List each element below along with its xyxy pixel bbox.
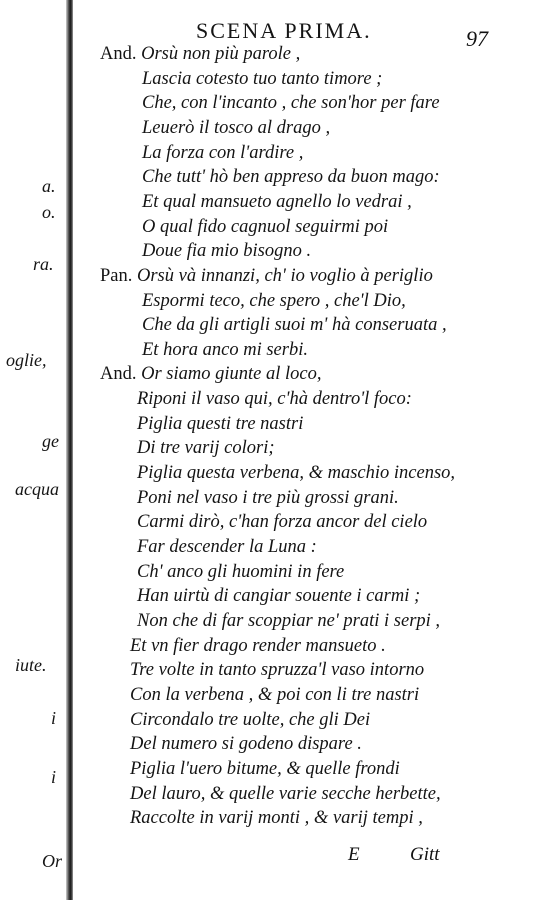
verse-line [142,340,308,361]
line-text: Far descender la Luna : [137,537,317,557]
fragment-text: i [51,708,57,728]
verse-line [137,438,275,459]
line-text: Doue fia mio bisogno . [142,241,312,262]
line-text: Del numero si godeno dispare . [130,734,362,755]
verse-line [100,266,433,287]
line-text: Riponi il vaso qui, c'hà dentro'l foco: [137,389,412,410]
verse-line [142,192,412,213]
fragment-text: ra. [33,254,54,274]
verse-line [130,759,400,780]
fragment-text: acqua [15,479,59,499]
fragment-text: i [51,767,57,787]
line-text: Orsù non più parole , [141,44,301,64]
speaker-name: And. [100,364,137,385]
fragment-text: oglie, [6,350,47,370]
line-text: La forza con l'ardire , [142,142,304,163]
catchword: Gitt [410,844,440,865]
verse-line [130,636,386,657]
verse-line [142,143,303,164]
book-gutter [66,0,73,900]
scene-header: SCENA PRIMA. [196,18,372,43]
line-text: Lascia cotesto tuo tanto timore ; [142,68,383,89]
line-text: Piglia l'uero bitume, & quelle frondi [130,758,400,779]
fragment-text: ge [42,431,59,451]
verse-line [142,118,330,139]
verse-line [142,167,440,188]
line-text: Piglia questi tre nastri [137,413,304,434]
line-text: Con la verbena , & poi con li tre nastri [130,684,420,705]
verse-line [137,389,412,410]
line-text: Di tre varij colori; [137,438,275,459]
line-text: Che da gli artigli suoi m' hà conseruata , [142,315,447,336]
line-text: Ch' anco gli huomini in fere [137,561,345,582]
line-text: O qual fido cagnuol seguirmi poi [142,216,389,237]
verse-line [137,562,344,583]
verse-line [137,586,420,607]
facing-page-fragment [0,0,62,900]
verse-line [137,463,455,484]
fragment-text: o. [42,202,56,222]
line-text: Espormi teco, che spero , che'l Dio, [142,290,406,311]
line-text: Tre volte in tanto spruzza'l vaso intorno [130,660,425,681]
verse-line [130,685,419,706]
verse-line [130,734,362,755]
verse-line [137,488,399,509]
line-text: Et vn fier drago render mansueto . [130,635,386,656]
line-text: Carmi dirò, c'han forza ancor del cielo [137,512,428,533]
verse-line [130,660,424,681]
verse-line [130,808,423,829]
line-text: Orsù và innanzi, ch' io voglio à periglio [137,265,433,286]
verse-line [100,364,322,385]
verse-line [137,537,317,558]
verse-line [137,611,440,632]
line-text: Poni nel vaso i tre più grossi grani. [137,487,399,508]
verse-line [142,315,447,336]
line-text: Piglia questa verbena, & maschio incenso, [137,463,456,484]
verse-line [137,414,303,435]
line-text: Or siamo giunte al loco, [141,364,322,385]
line-text: Che, con l'incanto , che son'hor per fare [142,93,440,114]
verse-line [142,93,440,114]
verse-line [142,291,406,312]
speaker-name: And. [100,44,137,64]
verse-line [142,69,382,90]
line-text: Leuerò il tosco al drago , [142,117,331,138]
speaker-name: Pan. [100,265,133,286]
fragment-text: Or [42,851,62,871]
line-text: Raccolte in varij monti , & varij tempi , [130,808,423,829]
line-text: Et qual mansueto agnello lo vedrai , [142,191,412,212]
line-text: Et hora anco mi serbi. [142,339,308,360]
fragment-text: a. [42,176,56,196]
page-number: 97 [466,26,488,51]
line-text: Circondalo tre uolte, che gli Dei [130,709,371,730]
line-text: Del lauro, & quelle varie secche herbette, [130,783,441,804]
verse-line [130,784,441,805]
fragment-text: iute. [15,655,47,675]
line-text: Non che di far scoppiar ne' prati i serpi , [137,610,441,631]
line-text: Che tutt' hò ben appreso da buon mago: [142,167,440,188]
verse-line [100,44,300,65]
verse-line [142,241,311,262]
signature-mark: E [348,844,360,865]
verse-line [137,512,427,533]
verse-line [142,217,388,238]
line-text: Han uirtù di cangiar souente i carmi ; [137,586,421,607]
verse-line [130,710,370,731]
